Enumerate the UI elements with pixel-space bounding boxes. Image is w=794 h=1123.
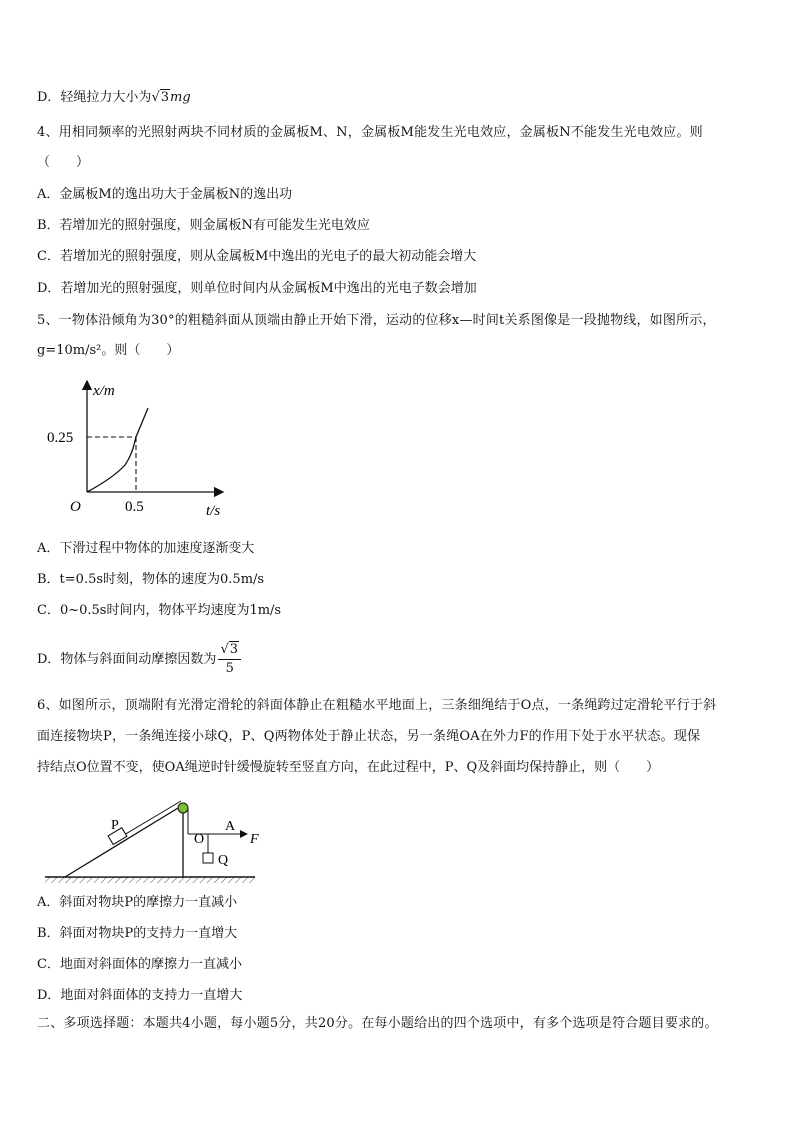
q6-stem-line3: 持结点O位置不变，使OA绳逆时针缓慢旋转至竖直方向，在此过程中，P、Q及斜面均保持静止，则（ ） (37, 760, 660, 775)
o-label: O (194, 832, 205, 847)
q4-option-b: B．若增加光的照射强度，则金属板N有可能发生光电效应 (37, 218, 370, 233)
f-label: F (250, 832, 259, 847)
q6-stem-line2: 面连接物块P，一条绳连接小球Q，P、Q两物体处于静止状态，另一条绳OA在外力F的作用下处于水平状态。现保 (37, 729, 701, 744)
q6-incline-figure (40, 795, 280, 890)
q6-option-c: C．地面对斜面体的摩擦力一直减小 (37, 957, 242, 972)
q5-xt-graph (40, 375, 230, 520)
q6-option-d: D．地面对斜面体的支持力一直增大 (37, 988, 243, 1003)
q4-option-c: C．若增加光的照射强度，则从金属板M中逸出的光电子的最大初动能会增大 (37, 249, 477, 264)
pulley-icon (178, 803, 188, 813)
q3-option-d: D．轻绳拉力大小为√3mg (37, 90, 191, 105)
q5-option-b: B．t=0.5s时刻，物体的速度为0.5m/s (37, 572, 265, 587)
q5-stem-line2: g=10m/s²。则（ ） (37, 343, 180, 358)
q6-stem-line1: 6、如图所示，顶端附有光滑定滑轮的斜面体静止在粗糙水平地面上，三条细绳结于O点，一条绳跨过定滑轮平行于斜 (37, 698, 717, 713)
force-arrow-head (240, 830, 248, 838)
x-axis-label: t/s (206, 503, 221, 519)
a-label: A (225, 819, 236, 834)
fraction: $\frac{√3}{5}$ (218, 641, 241, 678)
x-tick-label: 0.5 (125, 499, 144, 515)
parabola-curve (87, 408, 148, 492)
q4-stem-line2: （ ） (37, 155, 90, 170)
section-2-heading: 二、多项选择题：本题共4小题，每小题5分，共20分。在每小题给出的四个选项中，有多个选项是符合题目要求的。 (37, 1016, 718, 1031)
q4-option-d: D．若增加光的照射强度，则单位时间内从金属板M中逸出的光电子数会增加 (37, 281, 477, 296)
q4-option-a: A．金属板M的逸出功大于金属板N的逸出功 (37, 187, 293, 202)
q5-option-d: D．物体与斜面间动摩擦因数为 $\frac{√3}{5}$ (37, 640, 241, 680)
y-axis-label: x/m (93, 383, 115, 399)
q3-option-d-text: D．轻绳拉力大小为 (37, 90, 152, 105)
p-label: P (111, 818, 119, 833)
q6-option-a: A．斜面对物块P的摩擦力一直减小 (37, 895, 238, 910)
q-label: Q (218, 853, 229, 868)
q4-stem-line1: 4、用相同频率的光照射两块不同材质的金属板M、N，金属板M能发生光电效应，金属板N不能发生光电效应。则 (37, 125, 703, 140)
incline-body (65, 805, 183, 877)
sqrt-expression: √3 (151, 90, 170, 105)
ball-q (203, 853, 213, 863)
y-tick-label: 0.25 (47, 430, 74, 446)
q5-option-c: C．0~0.5s时间内，物体平均速度为1m/s (37, 603, 282, 618)
origin-label: O (70, 499, 81, 515)
q5-stem-line1: 5、一物体沿倾角为30°的粗糙斜面从顶端由静止开始下滑，运动的位移x—时间t关系图像是一段抛物线，如图所示， (37, 313, 716, 328)
q6-option-b: B．斜面对物块P的支持力一直增大 (37, 926, 238, 941)
ground-hatch (45, 877, 255, 883)
q5-option-a: A．下滑过程中物体的加速度逐渐变大 (37, 541, 255, 556)
